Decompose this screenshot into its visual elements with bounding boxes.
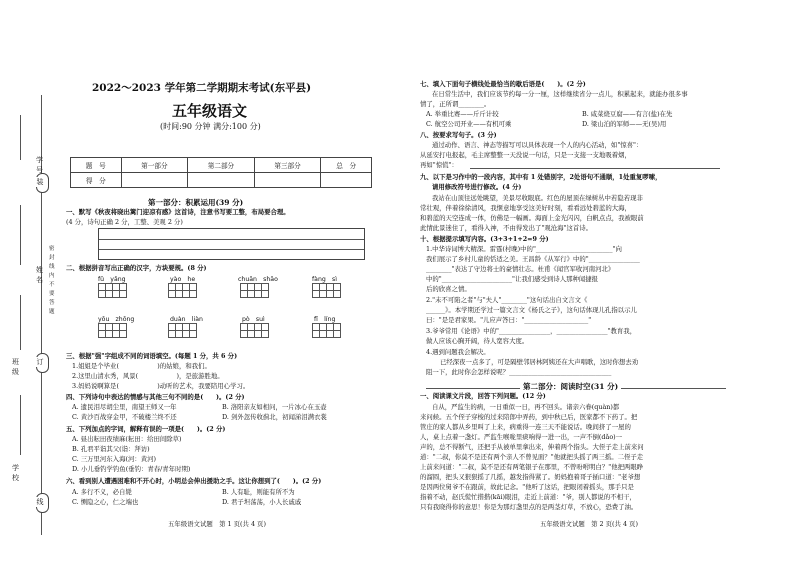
q10-line: 曰："是是君家果。"儿应声答曰："____________________" <box>426 316 592 324</box>
q10-tail-line: 阻一下，此时你会怎样说呢？________________________________ <box>426 368 612 376</box>
field-label-xuexiao-2: 校 <box>12 474 19 482</box>
pinyin-label: pò suì <box>242 316 265 323</box>
score-header-cell: 第二部分 <box>188 158 255 173</box>
reading-passage-line: 指着不动，赵氏慌忙揩揩(kāi)眼泪，走近上前道："爷，别人都说的不相干， <box>420 493 636 501</box>
page-footer-left: 五年级语文试题 第 1 页(共 4 页) <box>168 520 266 528</box>
pinyin-label: fǐ líng <box>314 316 336 323</box>
score-row-label: 得 分 <box>71 173 122 188</box>
score-input-cell[interactable] <box>188 173 255 188</box>
q7-context-2: 情了，正所谓________。 <box>420 100 491 108</box>
part1-title: 第一部分：积累运用(39 分) <box>148 198 244 207</box>
q7-option-b[interactable]: B. 咸菜烧豆腐——有言(盐)在先 <box>582 110 673 118</box>
q7-text: 七、填入下面句子横线处最恰当的歇后语是( )。(2 分) <box>420 80 586 88</box>
writing-line <box>99 249 364 250</box>
binding-mark: 装 <box>36 178 44 186</box>
q4-option-d[interactable]: D. 剑外忽传收蓟北，初闻涕泪满衣裳 <box>222 413 327 421</box>
q3-item: 1.姐姐是个毕业( )的姑娘，和我们。 <box>72 362 211 370</box>
field-underline <box>20 295 21 350</box>
q5-option-c[interactable]: C. 三万里河东入海(河：黄河) <box>72 455 157 463</box>
q8-line: 从延安打电报起，毛主席整整一天没说一句话，只是一支接一支地吸着烟， <box>420 151 631 159</box>
field-underline <box>20 115 21 160</box>
field-label-xuehao-2: 号 <box>36 166 43 174</box>
q10-line: 做人应该心胸开阔，待人宽容大度。 <box>426 337 529 345</box>
q8-line: 通过动作、语言、神态等描写可以具体表现一个人的内心活动，如"惊喜"： <box>432 141 643 149</box>
q6-option-a[interactable]: A. 多行不义，必自毙 <box>72 488 132 496</box>
q5-option-a[interactable]: A. 昼出耘田夜绩麻(耘田：给田间除草) <box>72 435 182 443</box>
q6-option-b[interactable]: B. 人有耻，则能有所不为 <box>222 488 295 496</box>
reading-passage-line: 自从，严监生的病，一日重似一日，再不回头。诸亲六眷(quàn)都 <box>432 403 620 411</box>
q10-line: 后的欣喜之情。 <box>426 285 471 293</box>
q10-line: 3.爷爷常用《论语》中的"________________，________________"教育我， <box>426 327 637 335</box>
reading-question: 一、阅读课文片段，回答下列问题。(12 分) <box>420 392 546 400</box>
char-box-pair[interactable] <box>98 283 126 298</box>
q9-passage-line: 此情此景迷住了，看得入神，不由得发出了"观沧海"这首诗。 <box>420 224 593 232</box>
q10-text: 十、根据提示填写内容。(3+3+1+2=9 分) <box>420 235 549 243</box>
q9-passage-line: 我站在山顶往远处眺望，美景尽收眼底。红色的屋顶在绿树丛中若隐若现非 <box>432 194 643 202</box>
q8-answer-line[interactable] <box>470 168 720 169</box>
field-label-banji-1: 班 <box>12 358 19 366</box>
reading-passage-line: 只有我晓得你的意思！你是为那灯盏里点的是两茎灯草，不放心，恐费了油。 <box>420 503 638 511</box>
char-box-pair[interactable] <box>168 283 196 298</box>
subject-title: 五年级语文 <box>172 102 248 120</box>
score-header-cell: 题 号 <box>71 158 122 173</box>
pinyin-label: yào he <box>170 276 196 283</box>
score-input-cell[interactable] <box>321 173 372 188</box>
reading-passage-line: 管庄的家人都从乡里叫了上来，病重得一连三天不能说话。晚间挤了一屋的 <box>420 423 631 431</box>
q9-passage-line: 和碧蓝的天空连成一体，仿佛是一幅画。海面上金光闪闪，白帆点点，我被眼前 <box>420 214 644 222</box>
q5-option-d[interactable]: D. 小儿垂钓学钓鱼(垂钓：青春/青年时期) <box>72 465 191 473</box>
q10-line: 2."未不可陷之者"与"夫人"________"这句话出自文言文《 <box>426 296 588 304</box>
score-input-cell[interactable] <box>121 173 188 188</box>
score-input-cell[interactable] <box>254 173 321 188</box>
char-box-pair[interactable] <box>240 283 268 298</box>
field-label-xingming-1: 姓 <box>36 266 43 274</box>
binding-strip <box>8 95 55 535</box>
reading-passage-line: 是因两位舅爷不在跟前，故此记念。"他听了这话，把眼闭着摇头，那手只是 <box>420 483 634 491</box>
q10-line: 中的"______________________"让我们感受到诗人那种闻捷报 <box>426 275 599 283</box>
field-label-xuexiao-1: 学 <box>12 464 19 472</box>
q1-note: (4 分，诗句正确 2 分，工整、美观 2 分) <box>66 218 183 226</box>
char-box-pair[interactable] <box>168 323 196 338</box>
binding-mark: 线 <box>36 498 44 506</box>
pinyin-label: chuān shāo <box>238 276 278 283</box>
q9-passage-line: 常壮观，伴着徐徐清风，我惬意地享受这美好时刻，看看远处碧蓝的大海， <box>420 204 631 212</box>
q4-text: 四、下列诗句中表达的情感与其他三句不同的是( )。(2 分) <box>66 393 245 401</box>
q2-text: 二、根据拼音写出正确的汉字，方块要规。(8 分) <box>66 264 207 272</box>
char-box-pair[interactable] <box>312 283 340 298</box>
char-box-pair[interactable] <box>98 323 126 338</box>
q6-text: 六、看到别人遭遇困难和不开心时，小明总会伸出援助之手。这让你想到了( )。(2 分) <box>66 477 322 485</box>
q3-text: 三、根据"强"字组成不同的词语填空。(每题 1 分，共 6 分) <box>66 352 238 360</box>
pinyin-label: fàng sì <box>312 276 337 283</box>
reading-passage-line: 来问候。五个侄子穿梭的过来陪郎中弄药，到中秋已后，医家都不下药了。把 <box>420 413 638 421</box>
q8-line: 再如"惊慌"： <box>420 161 458 169</box>
q7-option-a[interactable]: A. 举重比赛——斤斤计较 <box>426 110 499 118</box>
seal-notice: 密 封 线 内 不 要 答 题 <box>49 246 55 315</box>
char-box-pair[interactable] <box>240 323 268 338</box>
field-label-xingming-2: 名 <box>36 276 43 284</box>
q10-line: ________"表达了守边将士的豪情壮志。杜甫《闻官军收河南河北》 <box>426 265 615 273</box>
q9-text-b: 请用修改符号进行修改。(4 分) <box>432 183 522 191</box>
q10-line: 4.遇到问题我会解决。 <box>426 348 490 356</box>
q4-option-b[interactable]: B. 洛阳亲友如相问，一片冰心在玉壶 <box>222 403 327 411</box>
page-footer-right: 五年级语文试题 第 2 页(共 4 页) <box>540 520 638 528</box>
pinyin-label: duàn liàn <box>170 316 203 323</box>
score-header-cell: 总 分 <box>321 158 372 173</box>
reading-passage-line: 道："二叔，你莫不是还有两个亲人不曾见面？"他就把头摇了两三摇。二侄子走 <box>420 453 644 461</box>
q10-line: 我们展示了乡村儿童的恬适之美。王昌龄《从军行》中的"________________ <box>426 255 640 263</box>
q5-text: 五、下列加点的字词，解释有误的一项是( )。(2 分) <box>66 425 226 433</box>
score-table <box>70 157 372 188</box>
q10-line: ______》。本学期还学过一篇文言文《杨氏之子》，这句话体现儿孔指以示儿 <box>426 306 637 314</box>
field-label-banji-2: 级 <box>12 368 19 376</box>
q6-option-d[interactable]: D. 君子坦荡荡，小人长戚戚 <box>222 498 302 506</box>
writing-line <box>99 239 364 240</box>
reading-passage-line: 人，桌上点着一盏灯。严监生喉咙里痰响得一进一出，一声不倒(dǎo)一 <box>420 433 623 441</box>
q9-text: 九、以下是习作中的一段内容，其中有 1 处错别字，2处语句不通顺，1处重复啰嗦， <box>420 173 662 181</box>
pinyin-label: yōu zhōng <box>98 316 135 323</box>
part2-title: 第二部分：阅读时空(31 分) <box>520 381 621 392</box>
q4-option-a[interactable]: A. 遗民泪尽胡尘里，南望王师又一年 <box>72 403 177 411</box>
score-header-cell: 第三部分 <box>254 158 321 173</box>
exam-title: 2022～2023 学年第二学期期末考试(东平县) <box>92 82 312 94</box>
q10-line: 1.中华诗词博大精深。雷霆(村晚)中的"________________________"向 <box>426 245 622 253</box>
q8-text: 八、按要求写句子。(3 分) <box>420 131 497 139</box>
pinyin-label: fǔ yǎng <box>98 276 126 283</box>
reading-passage-line: 声的，总不得断气，还把手从被单里拿出来，伸着两个指头。大侄子走上前来问 <box>420 443 644 451</box>
q7-context-1: 在日常生活中，我们应该节约每一分一厘，这样继续省分一点儿，积累起来，就能办很多事 <box>432 90 688 98</box>
binding-mark: 订 <box>36 358 44 366</box>
q5-option-b[interactable]: B. 孔君平诣其父(诣：拜访) <box>72 445 150 453</box>
field-underline <box>20 395 21 455</box>
reading-passage-line: 上前来问道："二叔，莫不是还有两笔银子在那里，不曾吩咐明白？"他把两眼睁 <box>420 463 644 471</box>
q4-option-c[interactable]: C. 黄沙百战穿金甲，不破楼兰终不还 <box>72 413 177 421</box>
q6-option-c[interactable]: C. 恻隐之心，仁之端也 <box>72 498 139 506</box>
time-info: (时间:90 分钟 满分:100 分) <box>160 122 261 131</box>
reading-passage-line: 的溜圆，把头又狠狠摇了几摇，越发指得紧了。奶妈抱着哥子插口道："老爷想 <box>420 473 641 481</box>
q7-option-d[interactable]: D. 梁山泊的军师——无(吴)用 <box>582 120 667 128</box>
field-label-xuehao-1: 学 <box>36 156 43 164</box>
q3-item: 2.这里山清水秀，风景( )，是旅游胜地。 <box>72 372 224 380</box>
q1-writing-box[interactable] <box>98 228 365 260</box>
q1-text: 一、默写《秋夜将晓出篱门迎凉有感》这首诗，注意书写要工整，布局要合理。 <box>66 208 290 216</box>
field-underline <box>20 205 21 265</box>
q10-tail-line: 已经深夜一点多了，可是隔壁邻居林阿姨还在大声唱歌，这时你想去劝 <box>440 358 639 366</box>
score-header-cell: 第一部分 <box>121 158 188 173</box>
q3-item: 3.妈妈说啊算是( )动听的艺术，我要陪用心学习。 <box>72 382 250 390</box>
q7-option-c[interactable]: C. 航空公司开业——有机可乘 <box>426 120 512 128</box>
char-box-pair[interactable] <box>312 323 340 338</box>
